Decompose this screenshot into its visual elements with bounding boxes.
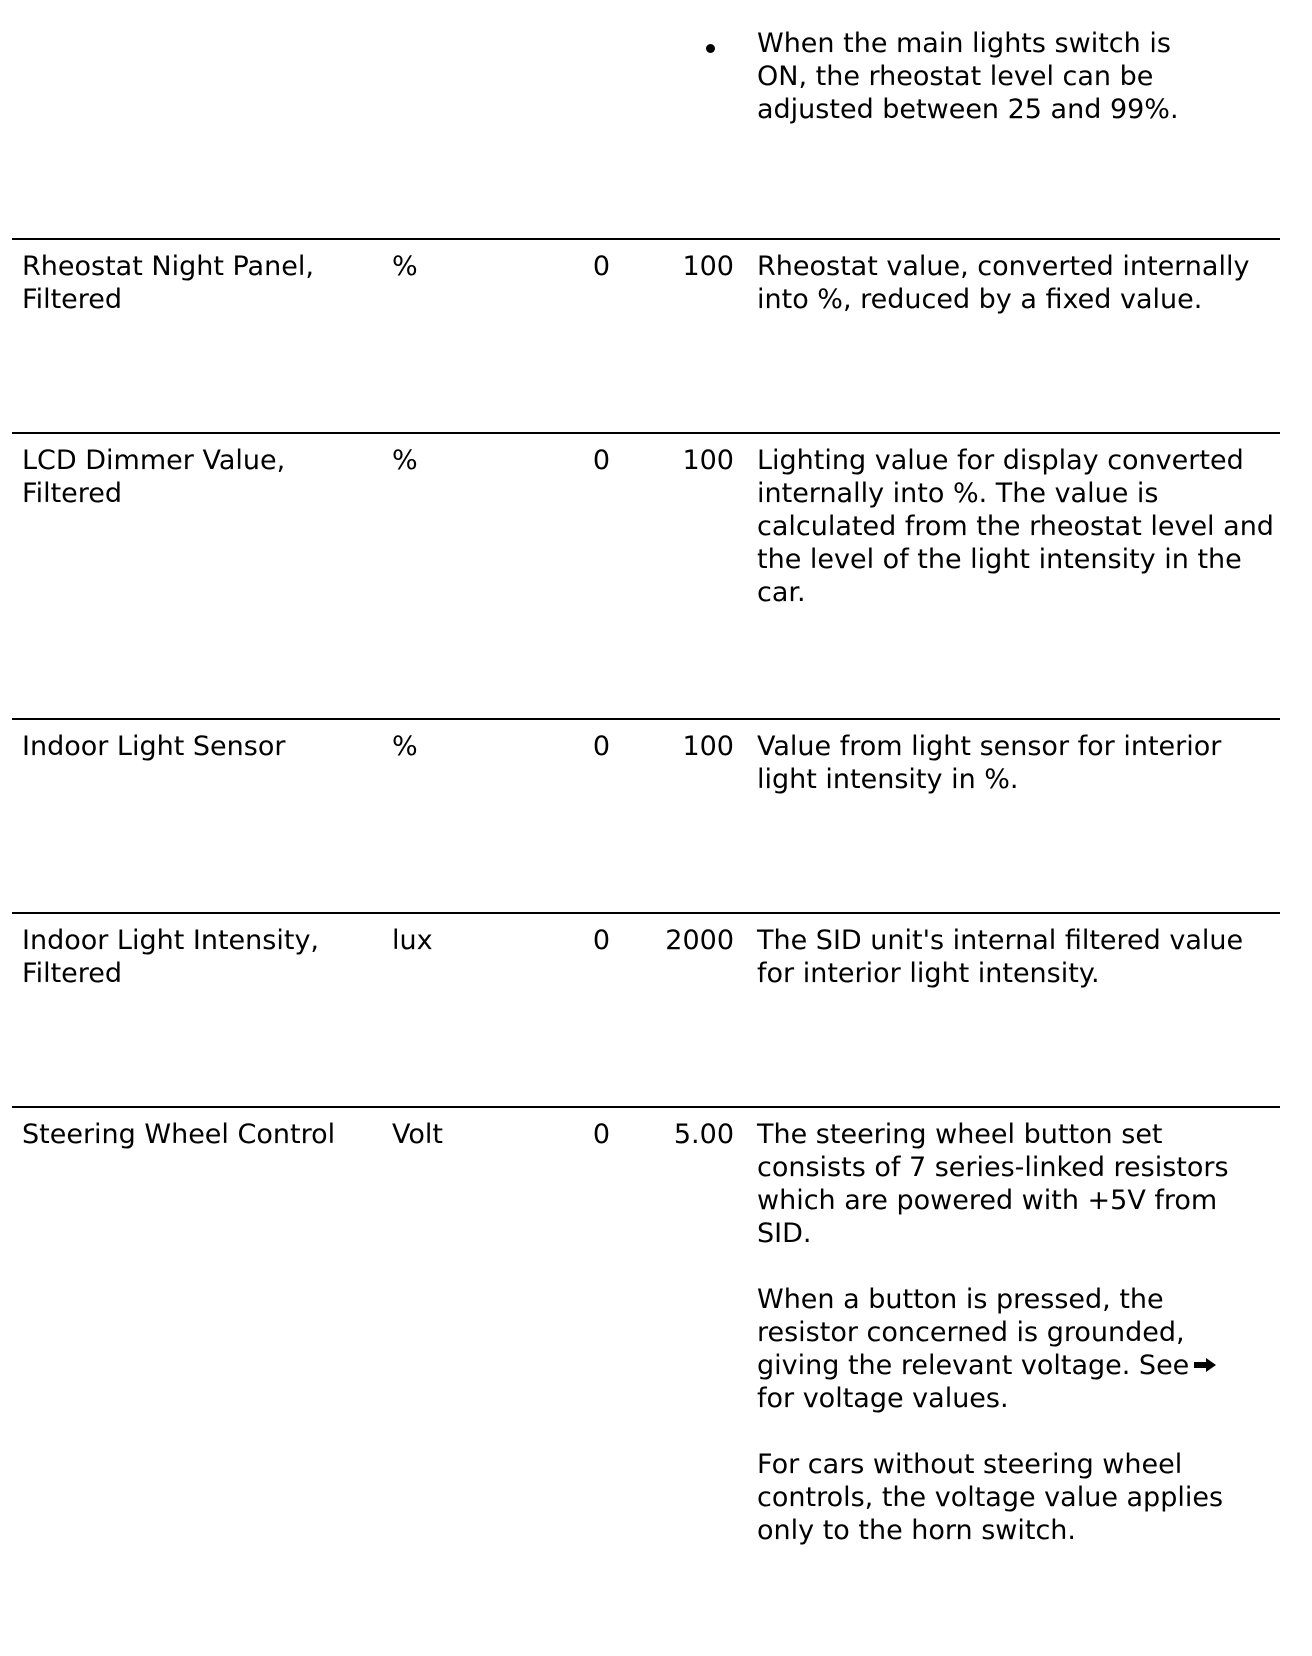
parameter-name: Indoor Light Sensor [22,731,286,762]
min-value: 0 [592,1119,610,1150]
min-value: 0 [592,445,610,476]
description-paragraph [757,1283,1237,1415]
parameter-name: LCD Dimmer Value, Filtered [22,445,286,509]
unit: % [392,251,418,282]
description [757,250,1287,316]
description-paragraph: Rheostat value, converted internally into %, reduced by a fixed value. [757,251,1250,315]
min-value: 0 [592,251,610,282]
description-text: for voltage values. [757,1383,1009,1414]
bullet-icon [706,44,715,53]
unit: % [392,731,418,762]
description-paragraph: Lighting value for display converted internally into %. The value is calculated from the rheostat level and the level of the light intensity in the car. [757,445,1274,608]
description-paragraph: For cars without steering wheel controls, the voltage value applies only to the horn switch. [757,1449,1224,1546]
parameter-name: Steering Wheel Control [22,1119,336,1150]
description [757,730,1287,796]
parameter-name: Rheostat Night Panel, Filtered [22,251,314,315]
max-value: 5.00 [673,1119,734,1150]
min-value: 0 [592,731,610,762]
max-value: 100 [682,445,734,476]
unit: lux [392,925,433,956]
arrow-right-icon[interactable] [1193,1357,1217,1373]
description-paragraph: The SID unit's internal filtered value for interior light intensity. [757,925,1244,989]
row-divider [12,718,1280,720]
description [757,1118,1237,1547]
unit: Volt [392,1119,443,1150]
description-paragraph: The steering wheel button set consists of 7 series-linked resistors which are powered with +5V from SID. [757,1119,1229,1249]
max-value: 100 [682,251,734,282]
row-divider [12,1106,1280,1108]
intro-bullet-text: When the main lights switch is ON, the rheostat level can be adjusted between 25 and 99%. [757,28,1179,125]
max-value: 2000 [665,925,734,956]
row-divider [12,238,1280,240]
unit: % [392,445,418,476]
description-paragraph: Value from light sensor for interior light intensity in %. [757,731,1222,795]
row-divider [12,912,1280,914]
description [757,444,1287,609]
parameter-name: Indoor Light Intensity, Filtered [22,925,319,989]
min-value: 0 [592,925,610,956]
row-divider [12,432,1280,434]
description [757,924,1287,990]
max-value: 100 [682,731,734,762]
description-text: When a button is pressed, the resistor concerned is grounded, giving the relevant voltage. See [757,1284,1190,1381]
